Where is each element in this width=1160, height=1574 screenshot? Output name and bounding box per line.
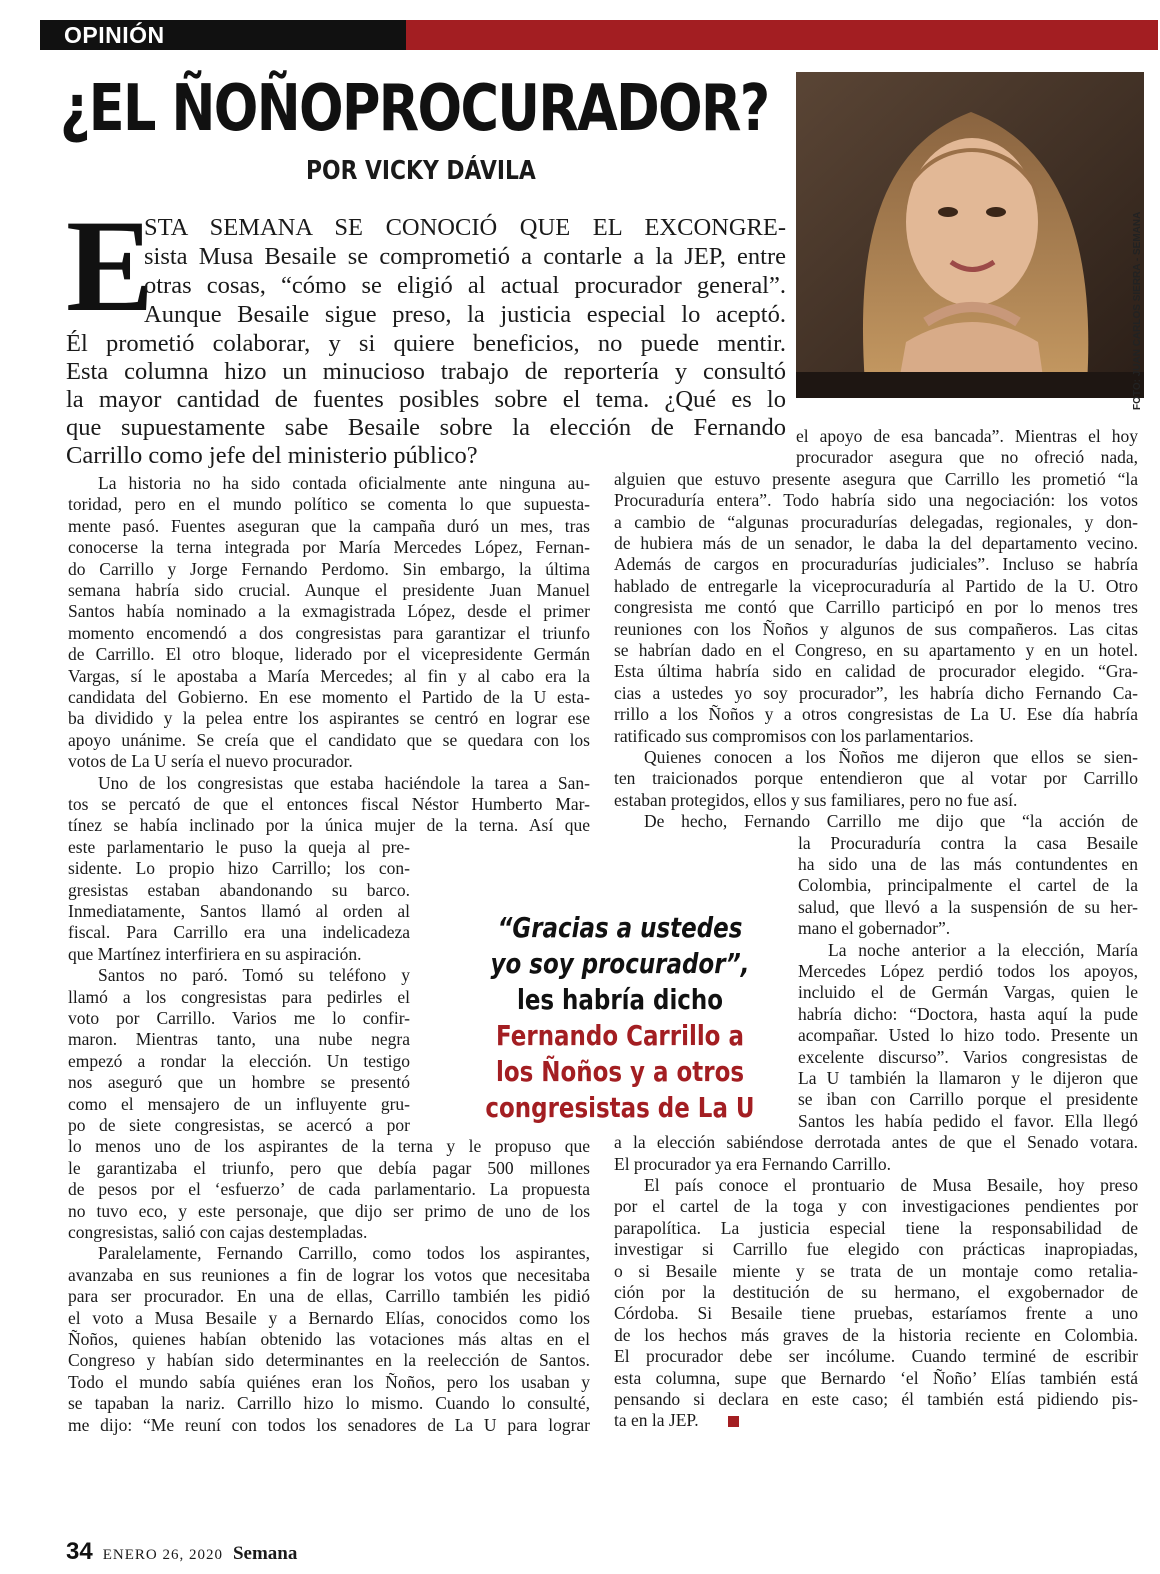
body-line: La historia no ha sido contada oficialmente ante ninguna au- [98,473,590,493]
body-line: Ñoños, quienes habían obtenido las votaciones más altas en el [68,1329,590,1349]
body-line: Uno de los congresistas que estaba haciéndole la tarea a San- [98,772,590,793]
body-line: no tuvo eco, y este personaje, que dijo ser primo de uno de los [68,1200,590,1221]
body-line: de los hechos más graves de la historia reciente en Colombia. [614,1324,1138,1345]
body-line: momento encomendó a dos congresistas para garantizar el triunfo [68,622,590,643]
body-line: rrillo a los Ñoños y a otros congresistas de La U. Ese día habría [614,704,1138,725]
body-line: semana habría sido crucial. Aunque el presidente Juan Manuel [68,580,590,600]
body-line: do Carrillo y Jorge Fernando Perdomo. Sin embargo, la última [68,558,590,579]
section-label: OPINIÓN [64,22,165,48]
body-line: a cambio de “algunas procuradurías delegadas, regionales, y don- [614,511,1138,532]
body-line: se tapaban la nariz. Carrillo hizo lo mismo. Cuando lo consulté, [68,1393,590,1414]
body-line: esta columna, supe que Bernardo ‘el Ñoño’ Elías también está [614,1367,1138,1388]
body-line: toridad, pero en el mundo político se comenta lo que supuesta- [68,494,590,515]
body-line: Congreso y habían sido determinantes en la reelección de Santos. [68,1350,590,1371]
body-line: lo menos uno de los aspirantes de la terna y le propuso que [68,1136,590,1157]
body-line: se habrían dado en el Congreso, en su apartamento y en un hotel. [614,640,1138,660]
pull-quote-red-line: Fernando Carrillo a [496,1019,744,1052]
body-line: ción por la destitución de su hermano, el exgobernador de [614,1282,1138,1302]
body-line: El procurador ya era Fernando Carrillo. [614,1153,891,1174]
lead-line: que supuestamente sabe Besaile sobre la elección de Fernando [66,414,786,441]
body-line: este parlamentario le puso la queja al pre- [68,836,410,857]
body-line: ta en la JEP. [614,1410,699,1431]
body-line: congresistas, salió con cajas destempladas. [68,1222,368,1242]
body-line: Santos no paró. Tomó su teléfono y [98,965,410,986]
body-line: La U también la llamaron y le dijeron que [798,1068,1138,1088]
body-line: empezó a rondar la elección. Un testigo [68,1050,410,1071]
body-line: parapolítica. La justicia especial tiene la responsabilidad de [614,1217,1138,1238]
body-line: hablado de entregarle la viceprocuraduría al Partido de la U. Otro [614,575,1138,596]
lead-line: la mayor cantidad de fuentes posibles sobre el tema. ¿Qué es lo [66,386,786,413]
body-line: excelente discurso”. Varios congresistas de [798,1046,1138,1067]
body-line: ha sido una de las más contundentes en [798,854,1138,874]
lead-line: sista Musa Besaile se comprometió a contarle a la JEP, entre [144,243,786,270]
body-line: estaban protegidos, ellos y sus familiares, pero no fue así. [614,789,1018,810]
body-line: por el cartel de la toga y con investigaciones pendientes por [614,1196,1138,1217]
body-line: como el mensajero de un influyente gru- [68,1093,410,1114]
body-line: el apoyo de esa bancada”. Mientras el hoy [796,426,1138,446]
body-line: a la elección sabiéndose derrotada antes de que el Senado votara. [614,1132,1138,1153]
body-line: de pesos por el ‘esfuerzo’ de cada parlamentario. La propuesta [68,1179,590,1200]
pull-quote-line: les habría dicho [516,983,724,1016]
body-line: salud, que llevó a la suspensión de su her- [798,896,1138,917]
body-line: ten traicionados porque entendieron que al votar por Carrillo [614,768,1138,789]
body-line: ba dividido y la pelea entre los aspirantes se centró en lograr ese [68,708,590,729]
body-line: El país conoce el prontuario de Musa Besaile, hoy preso [644,1175,1138,1195]
lead-line: Aunque Besaile sigue preso, la justicia especial lo aceptó. [144,301,786,328]
body-line: para ser procurador. En una de ellas, Carrillo también les pidió [68,1286,590,1307]
body-line: candidata del Gobierno. En ese momento el Partido de la U esta- [68,687,590,707]
body-line: de hubiera más de un senador, le daba la del departamento vecino. [614,533,1138,553]
body-line: Quienes conocen a los Ñoños me dijeron que ellos se sien- [644,747,1138,767]
body-line: nos aseguró que un hombre se presentó [68,1072,410,1093]
body-line: incluido el de Germán Vargas, quien le [798,982,1138,1003]
body-line: conocerse la terna integrada por María Mercedes López, Fernan- [68,537,590,558]
body-line: Todo el mundo sabía quiénes eran los Ñoños, pero los usaban y [68,1371,590,1392]
body-line: que Martínez interfiriera en su aspiración. [68,943,362,964]
body-line: habría dicho: “Doctora, hasta aquí la pude [798,1003,1138,1024]
lead-line: STA SEMANA SE CONOCIÓ QUE EL EXCONGRE- [144,214,786,241]
lead-line: Esta columna hizo un minucioso trabajo de reportería y consultó [66,358,786,385]
body-line: el voto a Musa Besaile y a Bernardo Elías, conocidos como los [68,1307,590,1328]
page-number: 34 [66,1538,93,1565]
body-line: Santos les había pedido el favor. Ella llegó [798,1110,1138,1131]
lead-line: otras cosas, “cómo se eligió al actual procurador general”. [144,272,786,299]
body-line: se iban con Carrillo porque el presidente [798,1089,1138,1110]
body-line: pensando si declara en este caso; él también está pidiendo pis- [614,1389,1138,1409]
body-line: avanzaba en sus reuniones a fin de lograr los votos que necesitaba [68,1264,590,1285]
body-line: investigar si Carrillo fue elegido con prácticas inapropiadas, [614,1239,1138,1260]
body-line: voto por Carrillo. Varios me lo confir- [68,1008,410,1028]
body-line: Colombia, principalmente el cartel de la [798,875,1138,896]
pull-quote-red-line: los Ñoños y a otros [495,1055,745,1088]
magazine-name: Semana [232,1543,298,1564]
body-line: cias a ustedes yo soy procurador”, les habría dicho Fernando Ca- [614,682,1138,703]
section-bar [40,20,1158,50]
body-line: Paralelamente, Fernando Carrillo, como todos los aspirantes, [98,1243,590,1264]
body-line: tínez se había inclinado por la única mujer de la terna. Así que [68,815,590,836]
body-line: mente pasó. Fuentes aseguran que la campaña duró un mes, tras [68,515,590,536]
body-line: reuniones con los Ñoños y algunos de sus compañeros. Las citas [614,618,1138,639]
body-line: llamó a los congresistas para pedirles el [68,986,410,1007]
body-line: Vargas, sí le apostaba a María Mercedes; al fin y al cabo era la [68,665,590,686]
body-line: de Carrillo. El otro bloque, liderado por el vicepresidente Germán [68,644,590,665]
pull-quote [452,910,788,1126]
body-line: De hecho, Fernando Carrillo me dijo que “la acción de [644,811,1138,832]
lead-line: Carrillo como jefe del ministerio público? [66,442,478,469]
body-line: Santos había nominado a la exmagistrada López, desde el primer [68,601,590,622]
body-line: Inmediatamente, Santos llamó al orden al [68,901,410,921]
body-line: acompañar. Usted lo hizo todo. Presente un [798,1025,1138,1046]
body-line: mano el gobernador”. [798,918,951,939]
body-line: alguien que estuvo presente asegura que Carrillo les prometió “la [614,468,1138,489]
pull-quote-red-line: congresistas de La U [485,1091,755,1124]
body-line: me dijo: “Me reuní con todos los senadores de La U para lograr [68,1414,590,1435]
end-mark-icon [728,1416,739,1427]
issue-date: ENERO 26, 2020 [102,1547,223,1563]
pull-quote-line: “Gracias a ustedes [497,911,743,944]
body-line: tos se percató de que el entonces fiscal Néstor Humberto Mar- [68,794,590,814]
body-line: Esta última habría sido en calidad de procurador elegido. “Gra- [614,661,1138,682]
body-line: la Procuraduría contra la casa Besaile [798,832,1138,853]
pull-quote-line: yo soy procurador”, [490,947,750,980]
author-portrait-photo [796,72,1144,398]
body-line: o si Besaile miente y se trata de un montaje como retalia- [614,1260,1138,1281]
body-line: gresistas estaban abandonando su barco. [68,879,410,900]
body-line: Mercedes López perdió todos los apoyos, [798,961,1138,981]
byline: POR VICKY DÁVILA [306,156,536,186]
body-line: po de siete congresistas, se acercó a por [68,1115,410,1135]
body-line: El procurador debe ser incólume. Cuando terminé de escribir [614,1346,1138,1367]
body-line: sidente. Lo propio hizo Carrillo; los con- [68,858,410,879]
body-line: votos de La U sería el nuevo procurador. [68,751,353,772]
body-line: maron. Mientras tanto, una nube negra [68,1029,410,1050]
body-line: Procuraduría entera”. Todo habría sido una negociación: los votos [614,490,1138,511]
body-line: congresista me contó que Carrillo participó en por lo menos tres [614,597,1138,618]
body-line: Córdoba. Si Besaile tiene pruebas, estaríamos frente a uno [614,1303,1138,1324]
body-line: apoyo unánime. Se creía que el candidato que se quedara con los [68,729,590,750]
body-line: le garantizaba el triunfo, pero que debía pagar 500 millones [68,1157,590,1178]
body-line: ratificado sus compromisos con los parlamentarios. [614,725,974,746]
article-title: ¿EL ÑOÑOPROCURADOR? [60,72,769,146]
body-line: procurador asegura que no ofreció nada, [796,447,1138,468]
photo-credit: FOTO: JUAN CARLOS SIERRA - SEMANA [1132,211,1143,410]
lead-line: Él prometió colaborar, y si quiere beneficios, no puede mentir. [66,330,786,357]
body-line: Además de cargos en procuradurías judiciales”. Incluso se habría [614,554,1138,575]
drop-cap: E [66,192,155,339]
page-footer [66,1538,297,1566]
body-line: La noche anterior a la elección, María [828,939,1138,960]
body-line: fiscal. Para Carrillo era una indelicadeza [68,922,410,943]
